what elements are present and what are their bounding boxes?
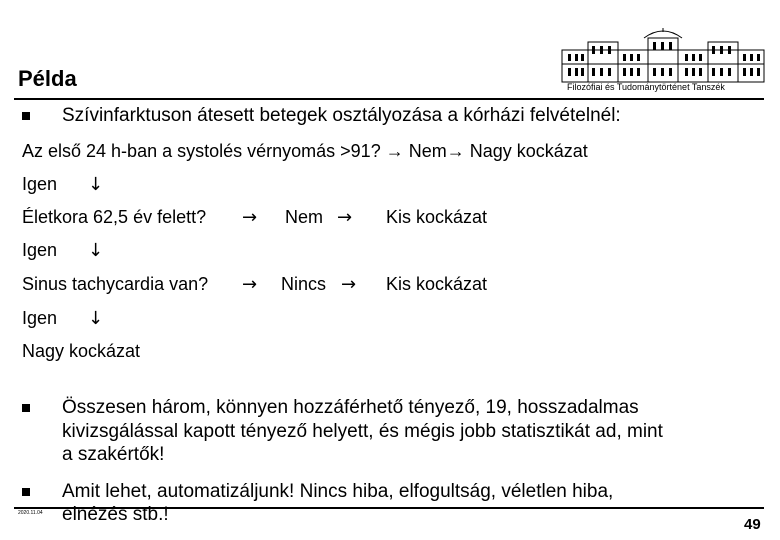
title-rule <box>14 98 764 100</box>
logo-caption: Filozófiai és Tudománytörténet Tanszék <box>567 82 725 92</box>
tree-yes-3: Igen <box>22 308 58 328</box>
right-arrow-2a: → <box>242 207 258 228</box>
down-arrow-2: ↓ <box>88 240 104 261</box>
bullet-text-summary-line-2: kivizsgálással kapott tényező helyett, és mégis jobb statisztikát ad, mint <box>62 421 663 442</box>
right-arrow-2b: → <box>337 207 353 228</box>
down-arrow-1: ↓ <box>88 174 104 195</box>
bullet-marker <box>22 404 30 412</box>
bullet-text-intro: Szívinfarktuson átesett betegek osztályozása a kórházi felvételnél: <box>62 105 621 126</box>
bullet-text-summary-line-1: Összesen három, könnyen hozzáférhető tényező, 19, hosszadalmas <box>62 397 639 418</box>
tree-no-3: Nincs <box>281 274 327 294</box>
bullet-text-automate-line-2: elnézés stb.! <box>62 504 169 525</box>
bullet-text-summary-line-3: a szakértők! <box>62 444 165 465</box>
university-building-logo <box>560 28 766 84</box>
footer-date: 2020.11.04 <box>18 510 43 516</box>
tree-question-1: Az első 24 h-ban a systolés vérnyomás >91? → Nem→ Nagy kockázat <box>22 141 588 161</box>
page-number: 49 <box>744 516 761 533</box>
tree-yes-1: Igen <box>22 174 58 194</box>
footer-rule <box>14 507 764 509</box>
tree-no-2: Nem <box>285 207 324 227</box>
bullet-marker <box>22 112 30 120</box>
tree-final-result: Nagy kockázat <box>22 341 141 361</box>
right-arrow-3b: → <box>341 274 357 295</box>
right-arrow-3a: → <box>242 274 258 295</box>
tree-result-3: Kis kockázat <box>386 274 488 294</box>
down-arrow-3: ↓ <box>88 308 104 329</box>
bullet-text-automate-line-1: Amit lehet, automatizáljunk! Nincs hiba, elfogultság, véletlen hiba, <box>62 481 614 502</box>
bullet-marker <box>22 488 30 496</box>
tree-question-3: Sinus tachycardia van? <box>22 274 209 294</box>
tree-yes-2: Igen <box>22 240 58 260</box>
tree-question-2: Életkora 62,5 év felett? <box>22 207 207 227</box>
tree-result-2: Kis kockázat <box>386 207 488 227</box>
slide-title: Példa <box>18 66 77 91</box>
